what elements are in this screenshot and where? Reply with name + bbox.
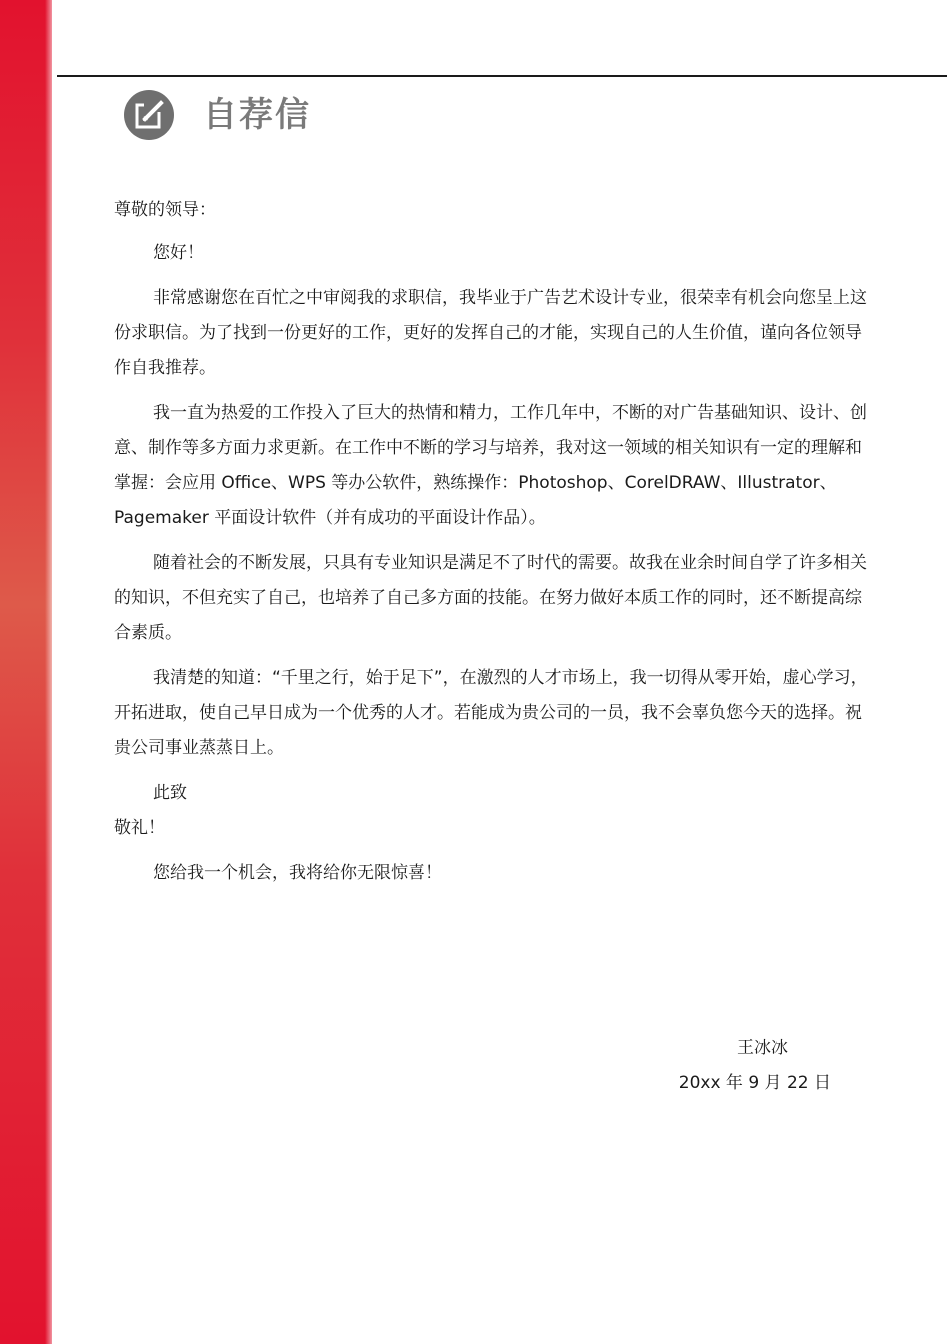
letter-body xyxy=(114,193,872,891)
letter-paragraph: 我一直为热爱的工作投入了巨大的热情和精力，工作几年中，不断的对广告基础知识、设计、创意、制作等多方面力求更新。在工作中不断的学习与培养，我对这一领域的相关知识有一定的理解和掌握：会应用 Office、WPS 等办公软件，熟练操作：Photoshop、CorelDRAW、Illustrator、Pagemaker 平面设计软件（并有成功的平面设计作品）。 xyxy=(114,403,867,528)
letter-closing-2: 敬礼！ xyxy=(114,818,165,838)
signature-name: 王冰冰 xyxy=(737,1038,788,1058)
signature-date: 20xx 年 9 月 22 日 xyxy=(678,1073,831,1093)
letter-paragraph: 随着社会的不断发展，只具有专业知识是满足不了时代的需要。故我在业余时间自学了许多相关的知识，不但充实了自己，也培养了自己多方面的技能。在努力做好本质工作的同时，还不断提高综合素质。 xyxy=(114,553,867,643)
letter-greeting: 您好！ xyxy=(153,243,204,263)
letter-closing-1: 此致 xyxy=(153,783,187,803)
edit-icon xyxy=(124,90,174,140)
page-title: 自荐信 xyxy=(203,95,311,135)
letter-paragraph: 我清楚的知道：“千里之行，始于足下”，在激烈的人才市场上，我一切得从零开始，虚心学习，开拓进取，使自己早日成为一个优秀的人才。若能成为贵公司的一员，我不会辜负您今天的选择。祝贵公司事业蒸蒸日上。 xyxy=(114,668,868,758)
letter-paragraph: 非常感谢您在百忙之中审阅我的求职信，我毕业于广告艺术设计专业，很荣幸有机会向您呈上这份求职信。为了找到一份更好的工作，更好的发挥自己的才能，实现自己的人生价值，谨向各位领导作自我推荐。 xyxy=(114,288,867,378)
header-divider xyxy=(57,75,947,77)
letter-salutation: 尊敬的领导： xyxy=(114,200,216,220)
side-accent-bar-edge xyxy=(45,0,52,1344)
signature-block xyxy=(679,1031,831,1101)
letter-postscript: 您给我一个机会，我将给你无限惊喜！ xyxy=(153,863,442,883)
